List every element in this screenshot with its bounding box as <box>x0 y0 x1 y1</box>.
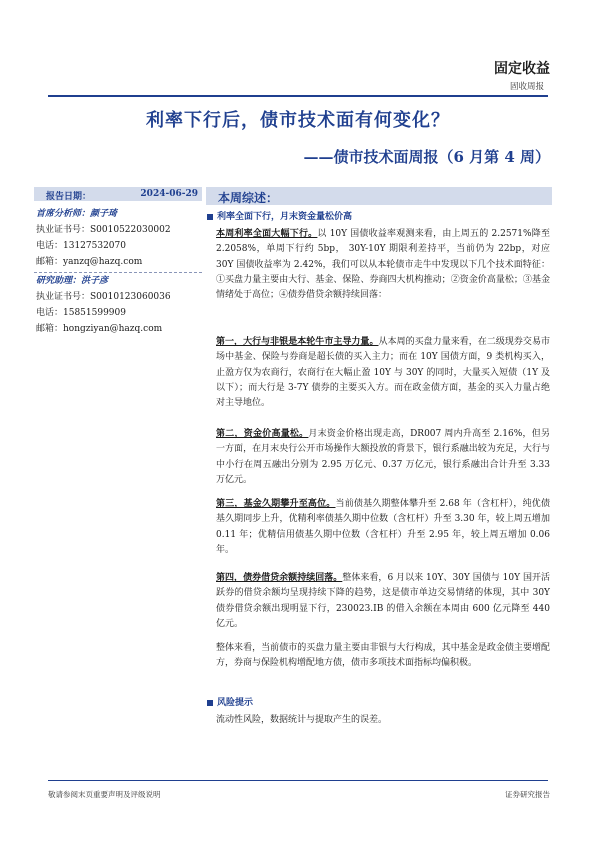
report-subcategory: 固收周报 <box>509 82 544 92</box>
paragraph-third-body: 当前债基久期整体攀升至 2.68 年（含杠杆），纯优债基久期同步上升，优精利率债基久期中位数（含杠杆）升至 3.30 年，较上周五增加 0.11 年；优精信用债基久期中位数（含杠杆）升至 2.95 年，较上周五增加 0.06 年。 <box>216 499 550 555</box>
chief-analyst-email[interactable]: 邮箱：yanzq@hazq.com <box>36 257 143 267</box>
chief-analyst-license: 执业证书号：S0010522030002 <box>36 225 171 235</box>
paragraph-fourth-body: 整体来看，6 月以来 10Y、30Y 国债与 10Y 国开活跃券的借贷余额均呈现持续下降的趋势，这是债市单边交易情绪的体现，其中 30Y 债券借贷余额出现明显下行，230023.IB 的借入余额在本周由 600 亿元降至 440 亿元。 <box>216 573 550 629</box>
chief-analyst-name: 首席分析师：颜子琦 <box>36 209 118 219</box>
page-subtitle: ——债市技术面周报（6 月第 4 周） <box>303 148 550 166</box>
paragraph-first <box>216 335 550 411</box>
assistant-phone: 电话：15851599909 <box>36 308 126 318</box>
header-divider <box>48 95 548 97</box>
paragraph-rates <box>216 227 550 303</box>
bullet-rates-down <box>207 211 352 223</box>
paragraph-second-lead: 第二，资金价高量松。 <box>216 429 309 439</box>
bullet-risk-text: 风险提示 <box>217 698 254 708</box>
footer-report-type: 证券研究报告 <box>505 790 550 799</box>
risk-text: 流动性风险，数据统计与提取产生的误差。 <box>216 715 388 725</box>
chief-analyst-phone: 电话：13127532070 <box>36 241 126 251</box>
paragraph-fourth <box>216 571 550 632</box>
bullet-rates-down-text: 利率全面下行，月末资金量松价高 <box>217 212 353 222</box>
paragraph-third-lead: 第三，基金久期攀升至高位。 <box>216 499 336 509</box>
paragraph-rates-body: 以 10Y 国债收益率观测来看，由上周五的 2.2571%降至 2.2058%，单周下行约 5bp， 30Y-10Y 期限利差持平，当前仍为 22bp，对应 30Y 国债收益率为 2.42%，我们可以从本轮债市走牛中发现以下几个技术面特征：①买盘力量主要由大行、基金、保险、券商四大机构推动；②资金价高量松；③基金情绪处于高位；④债券借贷余额持续回落： <box>216 229 550 301</box>
square-bullet-icon <box>207 700 213 706</box>
paragraph-second <box>216 427 550 488</box>
sidebar-separator <box>34 272 202 273</box>
bullet-risk <box>207 697 253 709</box>
report-date-label: 报告日期： <box>46 192 92 202</box>
paragraph-rates-lead: 本周利率全面大幅下行。 <box>216 229 318 239</box>
footer-divider <box>48 780 548 781</box>
assistant-name: 研究助理：洪子彦 <box>36 276 109 286</box>
square-bullet-icon <box>207 214 213 220</box>
report-date-value: 2024-06-29 <box>140 189 198 199</box>
assistant-license: 执业证书号：S0010123060036 <box>36 292 171 302</box>
paragraph-overall: 整体来看，当前债市的买盘力量主要由非银与大行构成，其中基金是政金债主要增配方，券商与保险机构增配地方债，债市多项技术面指标均偏积极。 <box>216 643 550 669</box>
assistant-email[interactable]: 邮箱：hongziyan@hazq.com <box>36 324 163 334</box>
paragraph-fourth-lead: 第四，债券借贷余额持续回落。 <box>216 573 343 583</box>
page-title: 利率下行后，债市技术面有何变化？ <box>146 110 450 131</box>
summary-heading: 本周综述： <box>218 191 279 205</box>
paragraph-second-body: 月末资金价格出现走高，DR007 周内升高至 2.16%，但另一方面，在月末央行公开市场操作大额投放的背景下，银行系融出较为充足，大行与中小行在周五融出分别为 2.95 万亿元、0.37 万亿元，银行系融出合计升至 3.33 万亿元。 <box>216 429 550 485</box>
paragraph-first-body: 从本周的买盘力量来看，在二级现券交易市场中基金、保险与券商是超长债的买入主力；而在 10Y 国债方面，9 类机构买入，止盈方仅为农商行，农商行在大幅止盈 10Y 与 30Y 的同时，大量买入短债（1Y 及以下）；而大行是 3-7Y 债券的主要买入方。而在政金债方面，基金的买入力量占绝对主导地位。 <box>216 337 550 409</box>
report-category: 固定收益 <box>494 61 550 77</box>
paragraph-first-lead: 第一，大行与非银是本轮牛市主导力量。 <box>216 337 379 347</box>
paragraph-third <box>216 497 550 558</box>
footer-disclaimer: 敬请参阅末页重要声明及评级说明 <box>48 790 161 799</box>
